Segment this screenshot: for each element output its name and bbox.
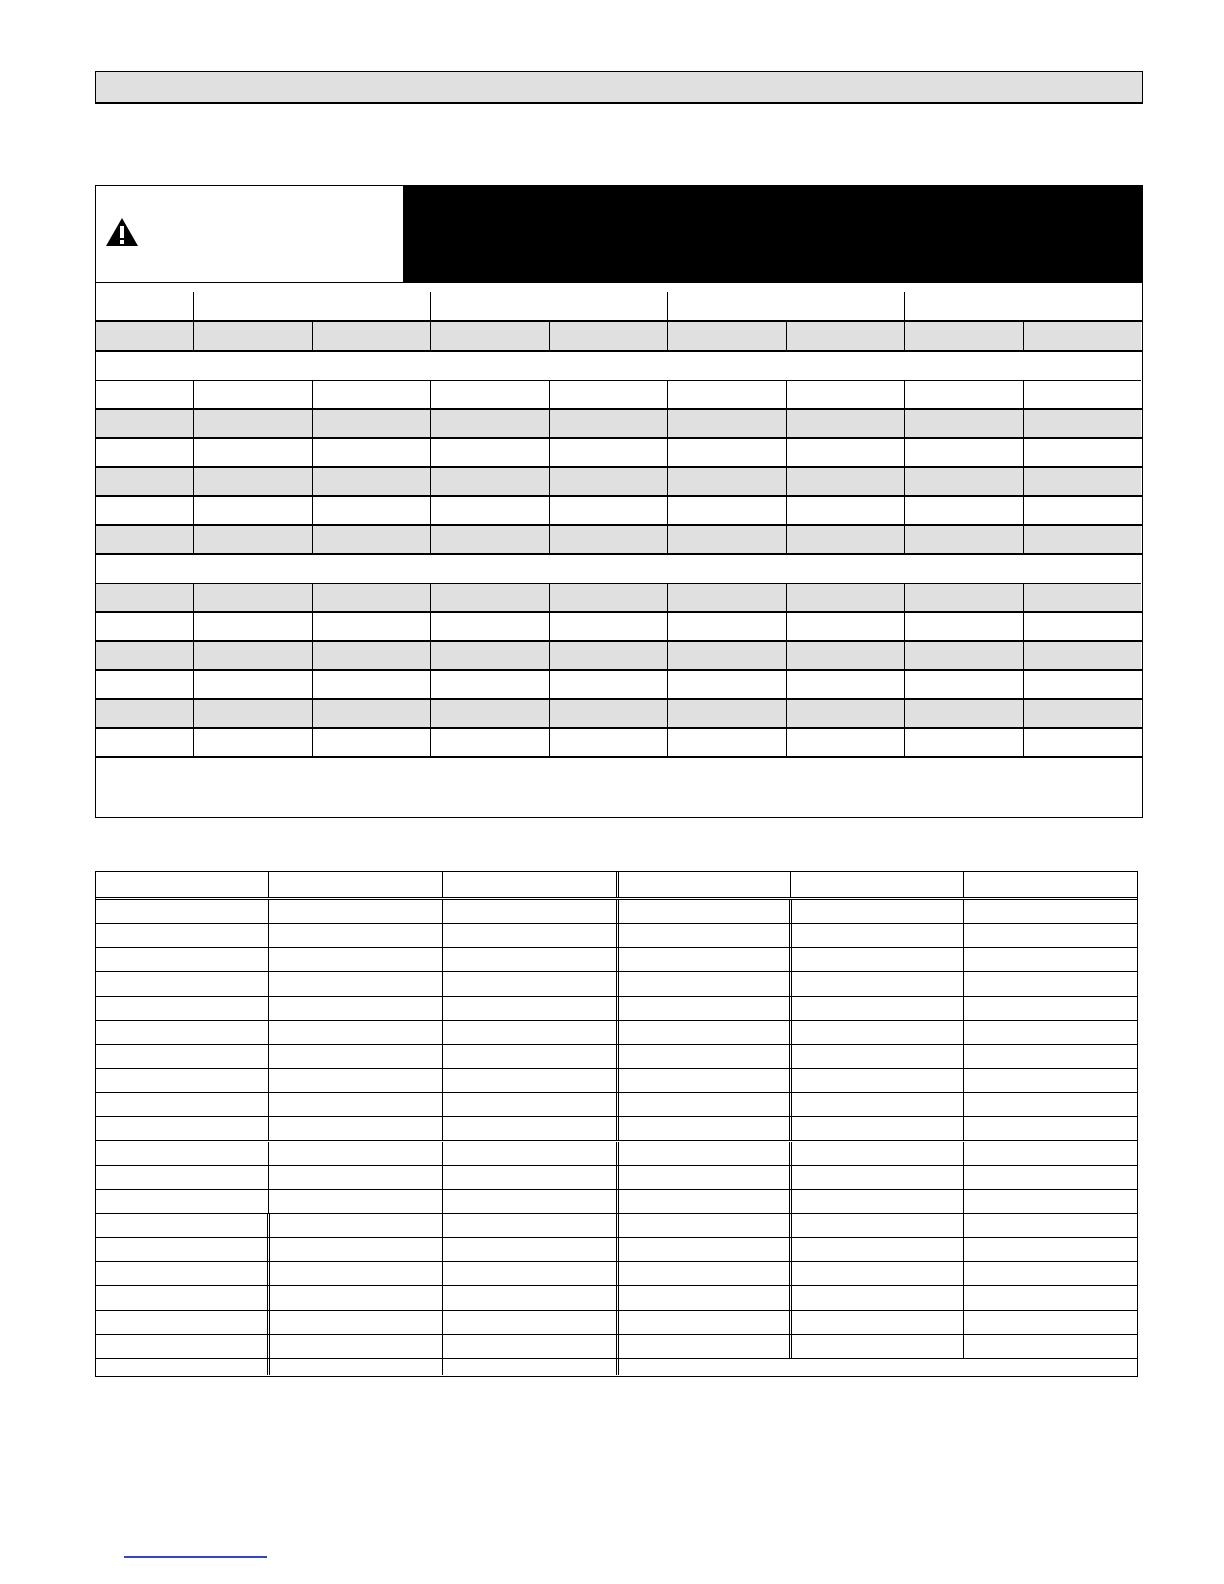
table-row [96,1117,1137,1141]
column-divider [616,1142,619,1165]
column-divider [616,997,619,1020]
table-cell [550,526,668,555]
table-cell [96,439,194,468]
table-cell [787,497,905,526]
table-cell [194,322,313,352]
table-row [96,1335,1137,1359]
table-cell [787,584,905,613]
table-cell [668,584,787,613]
column-divider [267,1262,270,1285]
table-cell [431,584,550,613]
table-cell [313,642,431,671]
column-divider [442,1166,443,1189]
column-divider [268,1021,269,1044]
table-cell [668,439,787,468]
table-cell [96,613,194,642]
table-cell [787,671,905,700]
column-divider [442,1069,443,1092]
table-cell [96,671,194,700]
table-cell [550,322,668,352]
table-cell [431,292,668,322]
column-divider [268,1069,269,1092]
table-cell [96,468,194,497]
table-cell [905,671,1024,700]
column-divider [963,1286,964,1309]
table-cell [550,439,668,468]
table-cell [194,642,313,671]
table-cell [431,700,550,729]
warning-triangle-icon [104,216,140,248]
table-row [96,729,1141,758]
column-divider [442,900,443,923]
column-divider [268,1093,269,1116]
table-row [96,1093,1137,1117]
table-cell [431,729,550,758]
table-cell [313,410,431,439]
group-header-row [96,292,1141,322]
table-cell [787,642,905,671]
column-divider [616,900,619,923]
table-row [96,1286,1137,1310]
column-divider [789,972,792,995]
table-row [96,1021,1137,1045]
table-cell [1024,410,1142,439]
column-divider [789,1093,792,1116]
table-row [96,1142,1137,1166]
table-cell [905,410,1024,439]
column-divider [789,1021,792,1044]
table-cell [787,410,905,439]
column-divider [442,1238,443,1261]
table-cell [905,526,1024,555]
column-divider [789,1069,792,1092]
column-divider [963,900,964,923]
column-divider [442,1359,443,1375]
column-divider [616,1238,619,1261]
table-cell [1024,700,1142,729]
table-row [96,700,1141,729]
column-divider [442,1286,443,1309]
column-divider [963,1262,964,1285]
column-divider [963,1021,964,1044]
column-divider [789,924,792,947]
table-cell [313,700,431,729]
table-cell [431,322,550,352]
table-cell [550,497,668,526]
table-cell [905,439,1024,468]
column-divider [963,1093,964,1116]
table-row [96,526,1141,555]
column-divider [267,1214,270,1237]
table-row [96,584,1141,613]
table-cell [668,322,787,352]
table-cell [96,700,194,729]
table-cell [787,700,905,729]
column-divider [268,997,269,1020]
column-divider [616,1093,619,1116]
section-b-title-row [96,555,1141,584]
column-divider [616,1117,619,1140]
column-divider [789,1117,792,1140]
table-cell [905,584,1024,613]
table-row [96,671,1141,700]
column-divider [963,1214,964,1237]
table-cell [431,381,550,410]
column-divider [790,872,791,897]
table-row [96,972,1137,996]
column-divider [442,1262,443,1285]
column-divider [789,1142,792,1165]
sub-header-row [96,322,1141,352]
table-cell [431,410,550,439]
table-cell [431,671,550,700]
table-cell [431,468,550,497]
table-cell [313,584,431,613]
column-divider [268,900,269,923]
table-cell [194,468,313,497]
column-divider [616,1069,619,1092]
table-cell [668,526,787,555]
page-title-bar [95,71,1143,103]
table-cell [550,468,668,497]
column-divider [268,1045,269,1068]
column-divider [616,1045,619,1068]
table-row [96,1262,1137,1286]
table-cell [787,613,905,642]
table-cell [194,439,313,468]
column-divider [442,1045,443,1068]
table-row [96,381,1141,410]
table-footnote [96,758,1141,818]
table-row [96,439,1141,468]
column-divider [616,924,619,947]
table-row [96,948,1137,972]
column-divider [789,1262,792,1285]
column-divider [789,1335,792,1358]
table-cell [431,642,550,671]
column-divider [616,972,619,995]
table-cell [1024,671,1142,700]
footer-link[interactable] [124,1556,267,1558]
table-cell [313,439,431,468]
column-divider [442,1190,443,1213]
table-cell [550,671,668,700]
table-cell [550,729,668,758]
table-cell [905,322,1024,352]
table-cell [313,497,431,526]
table-row [96,1238,1137,1262]
table-cell [96,497,194,526]
column-divider [268,872,269,897]
table-cell [313,468,431,497]
column-divider [789,1311,792,1334]
table-cell [668,642,787,671]
column-divider [963,1045,964,1068]
table-row [96,924,1137,948]
column-divider [442,948,443,971]
column-divider [442,1311,443,1334]
column-divider [789,1190,792,1213]
warning-label-area [96,186,404,283]
table-cell [668,497,787,526]
column-divider [616,1335,619,1358]
table-cell [431,439,550,468]
table-cell [905,381,1024,410]
column-divider [789,900,792,923]
table-cell [313,671,431,700]
table-row [96,642,1141,671]
table-cell [787,526,905,555]
table-row [96,1045,1137,1069]
column-divider [267,1311,270,1334]
table-cell [96,292,194,322]
table-cell [668,381,787,410]
table-cell [194,497,313,526]
table-row [96,1190,1137,1214]
table-row [96,997,1137,1021]
column-divider [268,972,269,995]
table-cell [96,410,194,439]
column-divider [442,1021,443,1044]
column-divider [963,997,964,1020]
table-cell [787,439,905,468]
section-a-title-row [96,352,1141,381]
table-cell [431,613,550,642]
column-divider [616,872,619,897]
table-cell [194,410,313,439]
table-cell [431,497,550,526]
table-cell [668,292,905,322]
column-divider [442,997,443,1020]
table-cell [550,381,668,410]
table-cell [905,292,1142,322]
warning-message-area [404,186,1143,283]
column-divider [267,1335,270,1358]
table-cell [96,381,194,410]
table-cell [905,729,1024,758]
table-cell [1024,729,1142,758]
table-cell [787,381,905,410]
table-row [96,497,1141,526]
column-divider [442,1117,443,1140]
column-divider [442,1335,443,1358]
table-cell [668,671,787,700]
column-divider [616,1311,619,1334]
column-divider [616,1190,619,1213]
column-divider [963,972,964,995]
column-divider [268,1190,269,1213]
column-divider [963,1238,964,1261]
column-divider [963,924,964,947]
column-divider [789,997,792,1020]
column-divider [616,1214,619,1237]
table-cell [905,497,1024,526]
table-cell [313,613,431,642]
column-divider [616,1359,619,1375]
table-cell [787,322,905,352]
table-cell [668,468,787,497]
column-divider [267,1286,270,1309]
column-divider [268,1142,269,1165]
table-cell [313,381,431,410]
column-divider [442,1142,443,1165]
table-cell [313,526,431,555]
column-divider [963,1311,964,1334]
table-cell [905,613,1024,642]
table-cell [668,410,787,439]
column-divider [963,872,964,897]
column-divider [616,1262,619,1285]
table-cell [668,700,787,729]
table-cell [96,642,194,671]
column-divider [789,1214,792,1237]
column-divider [789,1238,792,1261]
table-cell [905,468,1024,497]
table-cell [194,526,313,555]
column-divider [963,1069,964,1092]
table-row [96,900,1137,924]
table-row [96,1069,1137,1093]
table-cell [668,613,787,642]
table-cell [1024,642,1142,671]
table-cell [96,322,194,352]
column-divider [268,1117,269,1140]
table-cell [313,729,431,758]
column-divider [268,1166,269,1189]
table-cell [1024,468,1142,497]
table-cell [194,700,313,729]
column-divider [616,1166,619,1189]
column-divider [268,948,269,971]
specifications-table [95,185,1143,818]
column-divider [268,924,269,947]
table-cell [550,584,668,613]
column-divider [963,1190,964,1213]
column-divider [963,1117,964,1140]
column-divider [963,948,964,971]
column-divider [789,948,792,971]
table-cell [96,526,194,555]
table-cell [96,584,194,613]
table-cell [431,526,550,555]
column-divider [267,1359,270,1375]
table-cell [194,671,313,700]
table-cell [550,613,668,642]
table-cell [1024,381,1142,410]
table-cell [1024,497,1142,526]
table-cell [1024,439,1142,468]
table-cell [1024,613,1142,642]
column-divider [442,972,443,995]
table-cell [550,642,668,671]
column-divider [442,1093,443,1116]
table-cell [194,292,431,322]
table-row [96,1166,1137,1190]
table-header-row [96,872,1137,900]
table-cell [905,700,1024,729]
table-cell [96,729,194,758]
table-cell [194,613,313,642]
column-divider [789,1045,792,1068]
data-table [95,871,1138,1377]
column-divider [267,1238,270,1261]
column-divider [963,1166,964,1189]
table-cell [668,729,787,758]
table-cell [550,410,668,439]
column-divider [442,1214,443,1237]
column-divider [789,1286,792,1309]
table-cell [787,729,905,758]
table-cell [313,322,431,352]
column-divider [789,1166,792,1189]
column-divider [963,1142,964,1165]
table-row [96,410,1141,439]
table-cell [194,381,313,410]
column-divider [442,872,443,897]
table-row [96,613,1141,642]
table-row [96,1214,1137,1238]
table-cell [194,729,313,758]
table-cell [550,700,668,729]
table-cell [787,468,905,497]
column-divider [616,1021,619,1044]
column-divider [616,1286,619,1309]
table-row [96,1359,1137,1375]
table-cell [1024,584,1142,613]
column-divider [442,924,443,947]
column-divider [963,1335,964,1358]
table-cell [194,584,313,613]
table-cell [1024,526,1142,555]
table-cell [905,642,1024,671]
table-row [96,1311,1137,1335]
table-row [96,468,1141,497]
table-cell [1024,322,1142,352]
column-divider [616,948,619,971]
